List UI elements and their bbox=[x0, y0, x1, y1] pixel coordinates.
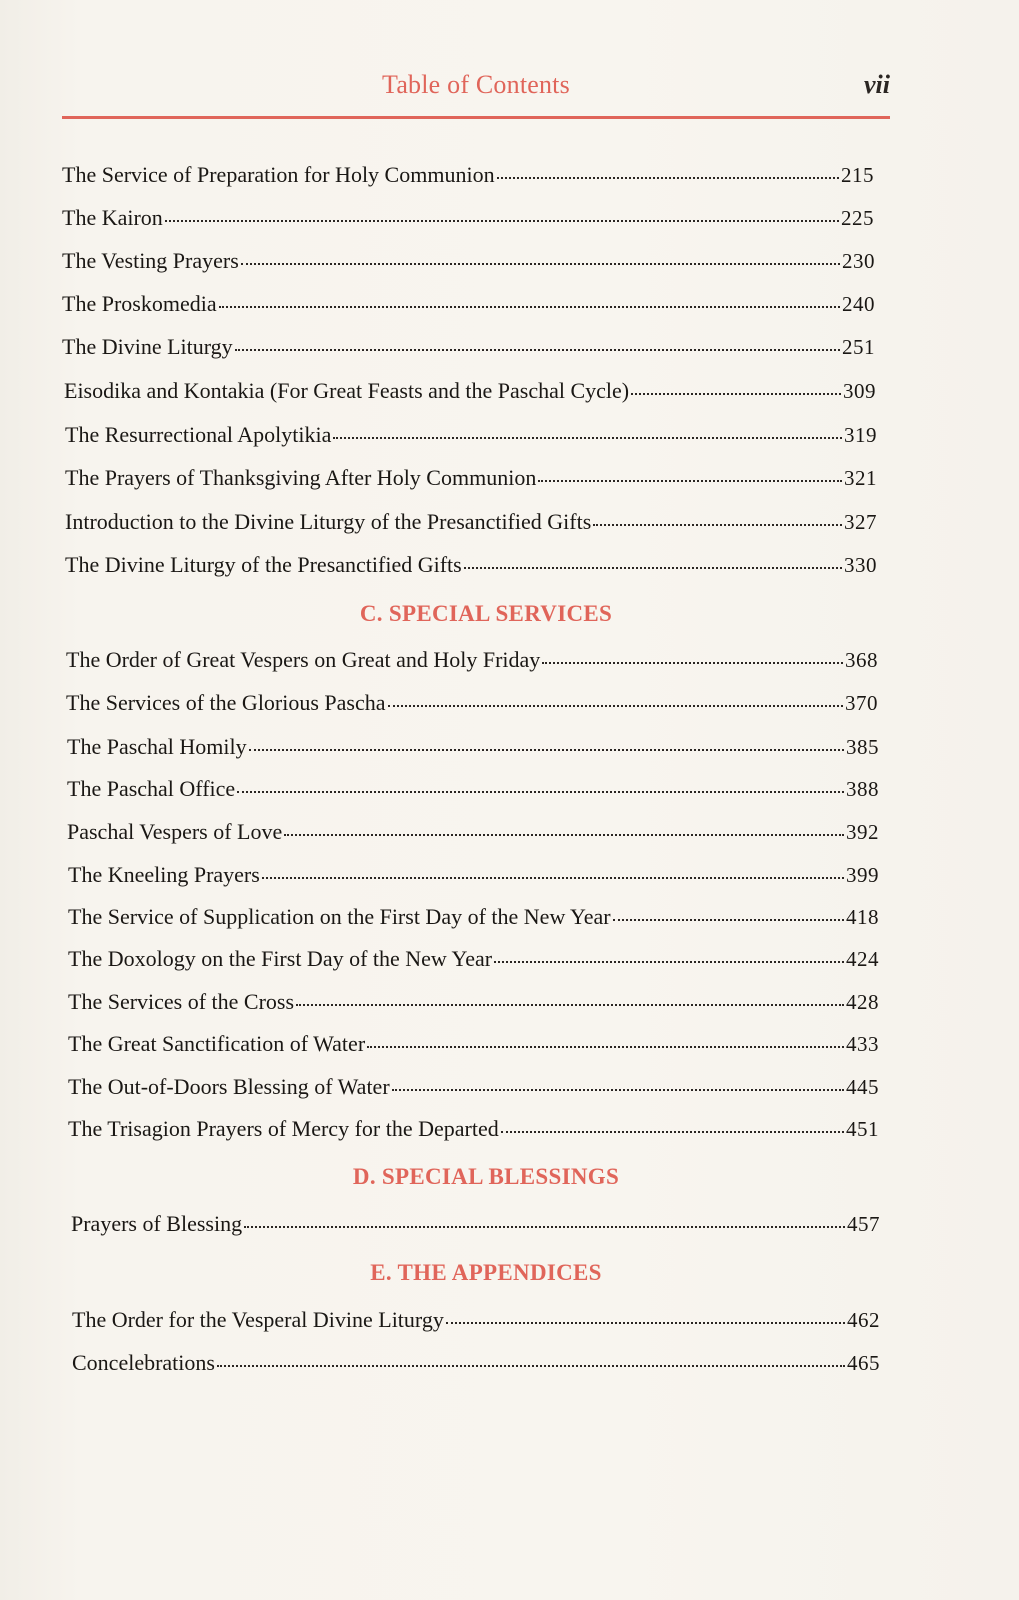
toc-entry bbox=[65, 548, 877, 578]
dot-leader bbox=[284, 812, 844, 836]
header-page-number: vii bbox=[864, 70, 890, 99]
toc-entry-title: The Order for the Vesperal Divine Liturgy bbox=[72, 1307, 444, 1332]
toc-entry-page: 399 bbox=[846, 863, 879, 887]
toc-entry-title: The Divine Liturgy bbox=[62, 334, 233, 359]
toc-entry-title: The Resurrectional Apolytikia bbox=[65, 422, 332, 447]
toc-entry bbox=[68, 942, 879, 972]
toc-entry-title: Concelebrations bbox=[72, 1350, 215, 1375]
toc-entry bbox=[66, 686, 878, 716]
toc-entry-title: The Vesting Prayers bbox=[62, 248, 239, 273]
toc-entry bbox=[67, 730, 879, 760]
toc-entry bbox=[62, 330, 875, 360]
dot-leader bbox=[237, 769, 844, 793]
dot-leader bbox=[165, 198, 839, 222]
dot-leader bbox=[464, 545, 842, 569]
toc-entry-title: The Service of Supplication on the First Day of the New Year bbox=[68, 904, 611, 929]
toc-entry bbox=[68, 858, 879, 888]
toc-entry-page: 215 bbox=[841, 163, 874, 187]
toc-entry-page: 465 bbox=[847, 1351, 880, 1375]
toc-entry bbox=[72, 1303, 880, 1333]
dot-leader bbox=[388, 683, 843, 707]
header-title: Table of Contents bbox=[382, 70, 570, 99]
toc-entry bbox=[68, 1027, 879, 1057]
dot-leader bbox=[497, 155, 839, 179]
toc-entry-title: The Paschal Homily bbox=[67, 734, 247, 759]
dot-leader bbox=[494, 939, 844, 963]
toc-entry-title: The Service of Preparation for Holy Communion bbox=[62, 162, 495, 187]
toc-entry-page: 424 bbox=[846, 947, 879, 971]
toc-entry-title: The Proskomedia bbox=[62, 291, 217, 316]
toc-entry-title: Eisodika and Kontakia (For Great Feasts and the Paschal Cycle) bbox=[64, 378, 630, 403]
dot-leader bbox=[333, 415, 842, 439]
toc-entry-page: 368 bbox=[845, 648, 878, 672]
dot-leader bbox=[367, 1024, 844, 1048]
toc-entry bbox=[68, 985, 879, 1015]
toc-entry bbox=[68, 1112, 879, 1142]
toc-entry-title: The Divine Liturgy of the Presanctified Gifts bbox=[65, 552, 462, 577]
toc-entry-title: The Prayers of Thanksgiving After Holy Communion bbox=[65, 465, 537, 490]
toc-entry bbox=[64, 374, 876, 404]
toc-entry-page: 309 bbox=[843, 379, 876, 403]
dot-leader bbox=[296, 982, 844, 1006]
dot-leader bbox=[241, 241, 840, 265]
toc-entry bbox=[62, 158, 874, 188]
toc-entry-title: The Paschal Office bbox=[67, 776, 236, 801]
toc-entry-title: Introduction to the Divine Liturgy of the Presanctified Gifts bbox=[65, 509, 592, 534]
dot-leader bbox=[244, 1204, 845, 1228]
toc-entry-page: 388 bbox=[846, 777, 879, 801]
dot-leader bbox=[446, 1300, 845, 1324]
toc-entry-page: 330 bbox=[844, 553, 877, 577]
toc-entry-title: The Services of the Glorious Pascha bbox=[66, 690, 386, 715]
toc-entry-page: 418 bbox=[846, 905, 879, 929]
dot-leader bbox=[542, 640, 843, 664]
section-heading-special-blessings: D. SPECIAL BLESSINGS bbox=[352, 1164, 620, 1189]
toc-entry-page: 445 bbox=[846, 1075, 879, 1099]
dot-leader bbox=[262, 855, 844, 879]
dot-leader bbox=[219, 284, 840, 308]
toc-entry-title: The Trisagion Prayers of Mercy for the Departed bbox=[68, 1116, 499, 1141]
toc-entry-page: 327 bbox=[844, 510, 877, 534]
toc-entry-title: The Kairon bbox=[62, 205, 163, 230]
toc-entry-page: 230 bbox=[842, 249, 875, 273]
toc-entry bbox=[68, 900, 879, 930]
toc-entry-page: 370 bbox=[845, 691, 878, 715]
toc-entry-page: 428 bbox=[846, 990, 879, 1014]
toc-entry bbox=[62, 244, 875, 274]
toc-entry-title: Paschal Vespers of Love bbox=[67, 819, 283, 844]
dot-leader bbox=[392, 1067, 844, 1091]
toc-entry-title: The Doxology on the First Day of the New Year bbox=[68, 946, 493, 971]
toc-entry-title: Prayers of Blessing bbox=[71, 1211, 243, 1236]
toc-entry-page: 433 bbox=[846, 1032, 879, 1056]
toc-entry-page: 251 bbox=[842, 335, 875, 359]
toc-entry-page: 385 bbox=[846, 735, 879, 759]
toc-entry-page: 240 bbox=[842, 292, 875, 316]
dot-leader bbox=[501, 1109, 844, 1133]
toc-entry-page: 321 bbox=[844, 466, 877, 490]
toc-entry-title: The Great Sanctification of Water bbox=[68, 1031, 366, 1056]
toc-entry bbox=[71, 1207, 880, 1237]
section-heading-appendices: E. THE APPENDICES bbox=[370, 1260, 602, 1285]
toc-entry bbox=[62, 287, 875, 317]
toc-entry-page: 457 bbox=[847, 1212, 880, 1236]
toc-entry-page: 392 bbox=[846, 820, 879, 844]
dot-leader bbox=[593, 502, 842, 526]
toc-entry bbox=[65, 505, 877, 535]
dot-leader bbox=[631, 371, 841, 395]
toc-entry-page: 225 bbox=[841, 206, 874, 230]
toc-entry bbox=[65, 461, 877, 491]
toc-entry bbox=[67, 815, 879, 845]
toc-entry bbox=[68, 1070, 879, 1100]
toc-entry-page: 451 bbox=[846, 1117, 879, 1141]
section-heading-special-services: C. SPECIAL SERVICES bbox=[359, 601, 613, 626]
toc-entry-title: The Out-of-Doors Blessing of Water bbox=[68, 1074, 390, 1099]
toc-entry-title: The Order of Great Vespers on Great and Holy Friday bbox=[66, 647, 541, 672]
toc-entry bbox=[65, 418, 877, 448]
toc-entry bbox=[67, 772, 879, 802]
toc-entry bbox=[62, 201, 874, 231]
toc-entry-title: The Services of the Cross bbox=[68, 989, 295, 1014]
toc-entry-title: The Kneeling Prayers bbox=[68, 862, 260, 887]
dot-leader bbox=[613, 897, 844, 921]
toc-entry-page: 462 bbox=[847, 1308, 880, 1332]
dot-leader bbox=[249, 727, 844, 751]
toc-entry bbox=[72, 1346, 880, 1376]
dot-leader bbox=[235, 327, 840, 351]
toc-entry bbox=[66, 643, 878, 673]
dot-leader bbox=[538, 458, 842, 482]
toc-entry-page: 319 bbox=[844, 423, 877, 447]
dot-leader bbox=[217, 1343, 845, 1367]
